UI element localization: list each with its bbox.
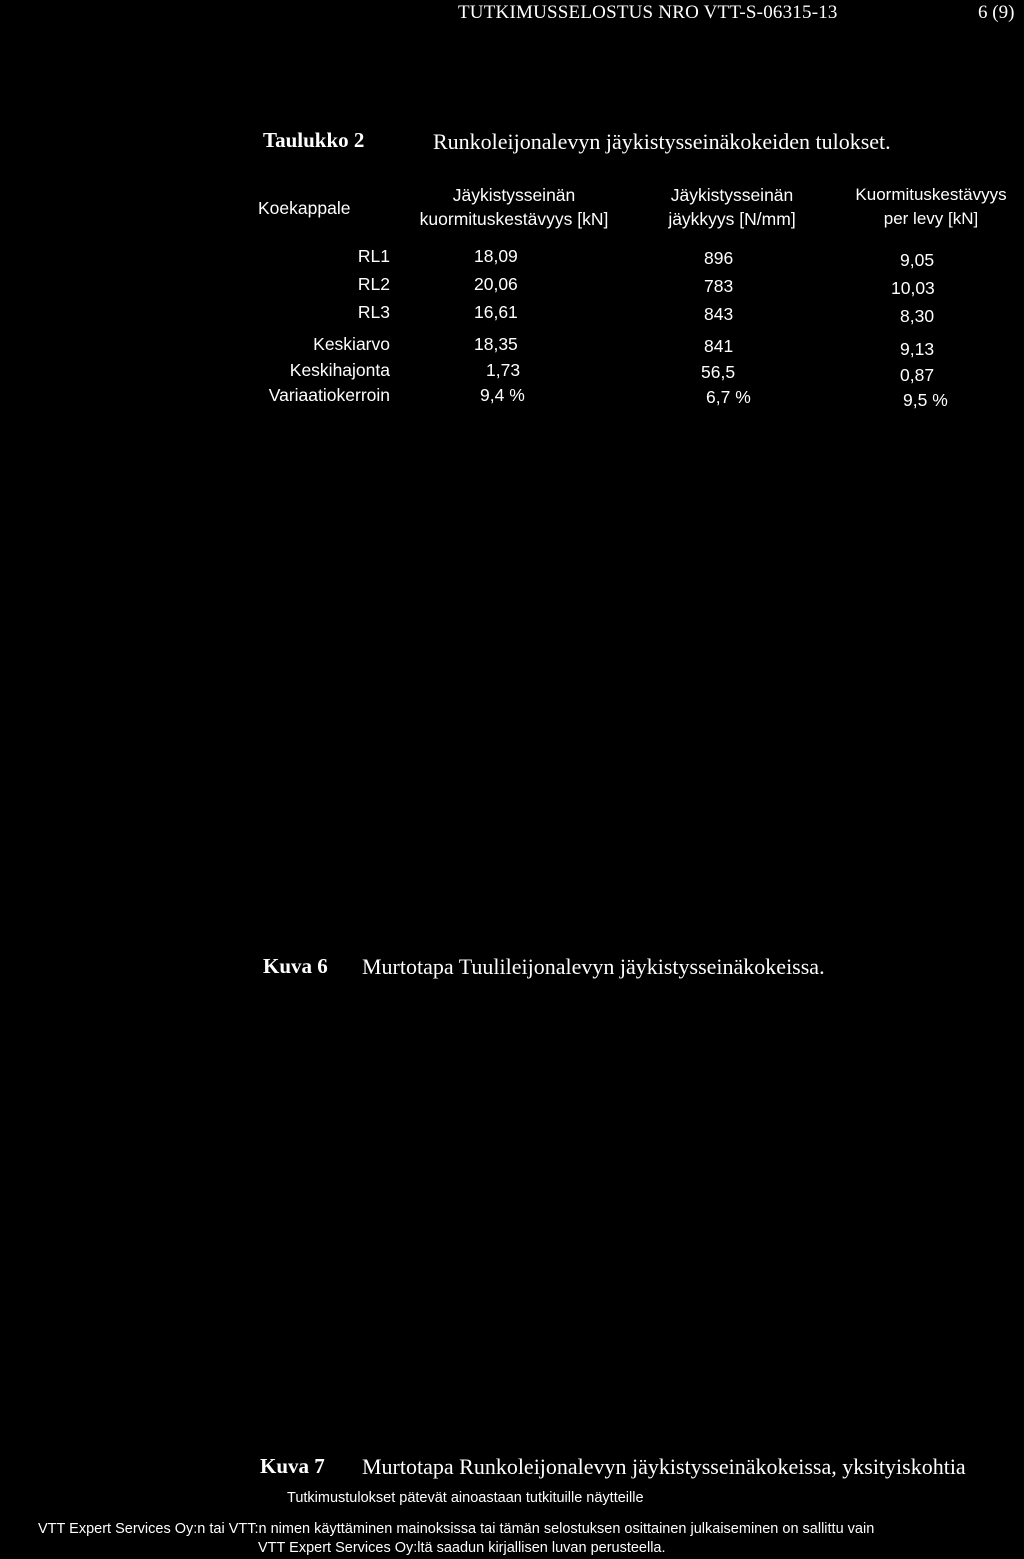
column-header-specimen-text: Koekappale [258,198,351,218]
load-capacity-value: 1,73 [486,360,521,380]
footer-line-2: VTT Expert Services Oy:ltä saadun kirjallisen luvan perusteella. [258,1540,666,1556]
column-header-load-capacity-line2: kuormituskestävyys [kN] [419,209,609,229]
figure-6-label: Kuva 6 [263,954,328,978]
validity-note: Tutkimustulokset pätevät ainoastaan tutkituille näytteille [287,1490,644,1506]
stiffness-value: 841 [704,336,734,356]
figure-6-caption: Murtotapa Tuulileijonalevyn jäykistysseinäkokeissa. [362,954,825,979]
column-header-load-capacity [398,183,630,231]
load-capacity-value: 20,06 [474,274,518,294]
load-capacity-value: 18,09 [474,246,518,266]
table-caption: Runkoleijonalevyn jäykistysseinäkokeiden tulokset. [433,129,891,154]
per-board-value: 0,87 [900,365,935,385]
per-board-value: 8,30 [900,306,935,326]
load-capacity-value: 16,61 [474,302,518,322]
footer-line-1: VTT Expert Services Oy:n tai VTT:n nimen käyttäminen mainoksissa tai tämän selostuksen osittainen julkaiseminen on sallittu vain [38,1521,875,1537]
column-header-specimen [258,196,350,220]
table-label: Taulukko 2 [263,128,365,152]
row-label: RL3 [357,302,390,322]
stiffness-value: 56,5 [701,362,736,382]
report-number: TUTKIMUSSELOSTUS NRO VTT-S-06315-13 [458,2,838,23]
per-board-value: 9,05 [900,250,935,270]
stiffness-value: 6,7 % [706,387,751,407]
row-label: Variaatiokerroin [268,385,390,405]
row-label: Keskiarvo [313,334,390,354]
figure-7-caption: Murtotapa Runkoleijonalevyn jäykistysseinäkokeissa, yksityiskohtia [362,1454,966,1479]
row-label: RL2 [357,274,390,294]
per-board-value: 10,03 [891,278,935,298]
column-header-load-capacity-line1: Jäykistysseinän [452,185,576,205]
stiffness-value: 783 [704,276,734,296]
stiffness-value: 896 [704,248,734,268]
column-header-stiffness-line2: jäykkyys [N/mm] [668,209,796,229]
load-capacity-value: 18,35 [474,334,518,354]
column-header-per-board-line1: Kuormituskestävyys [855,185,1007,204]
column-header-stiffness-line1: Jäykistysseinän [670,185,794,205]
column-header-per-board [838,183,1024,231]
load-capacity-value: 9,4 % [480,385,525,405]
column-header-per-board-line2: per levy [kN] [883,209,979,228]
stiffness-value: 843 [704,304,734,324]
column-header-stiffness [632,183,832,231]
figure-7-label: Kuva 7 [260,1454,325,1478]
per-board-value: 9,5 % [903,390,948,410]
row-label: Keskihajonta [289,360,390,380]
row-label: RL1 [357,246,390,266]
page-number: 6 (9) [978,2,1015,23]
per-board-value: 9,13 [900,339,935,359]
